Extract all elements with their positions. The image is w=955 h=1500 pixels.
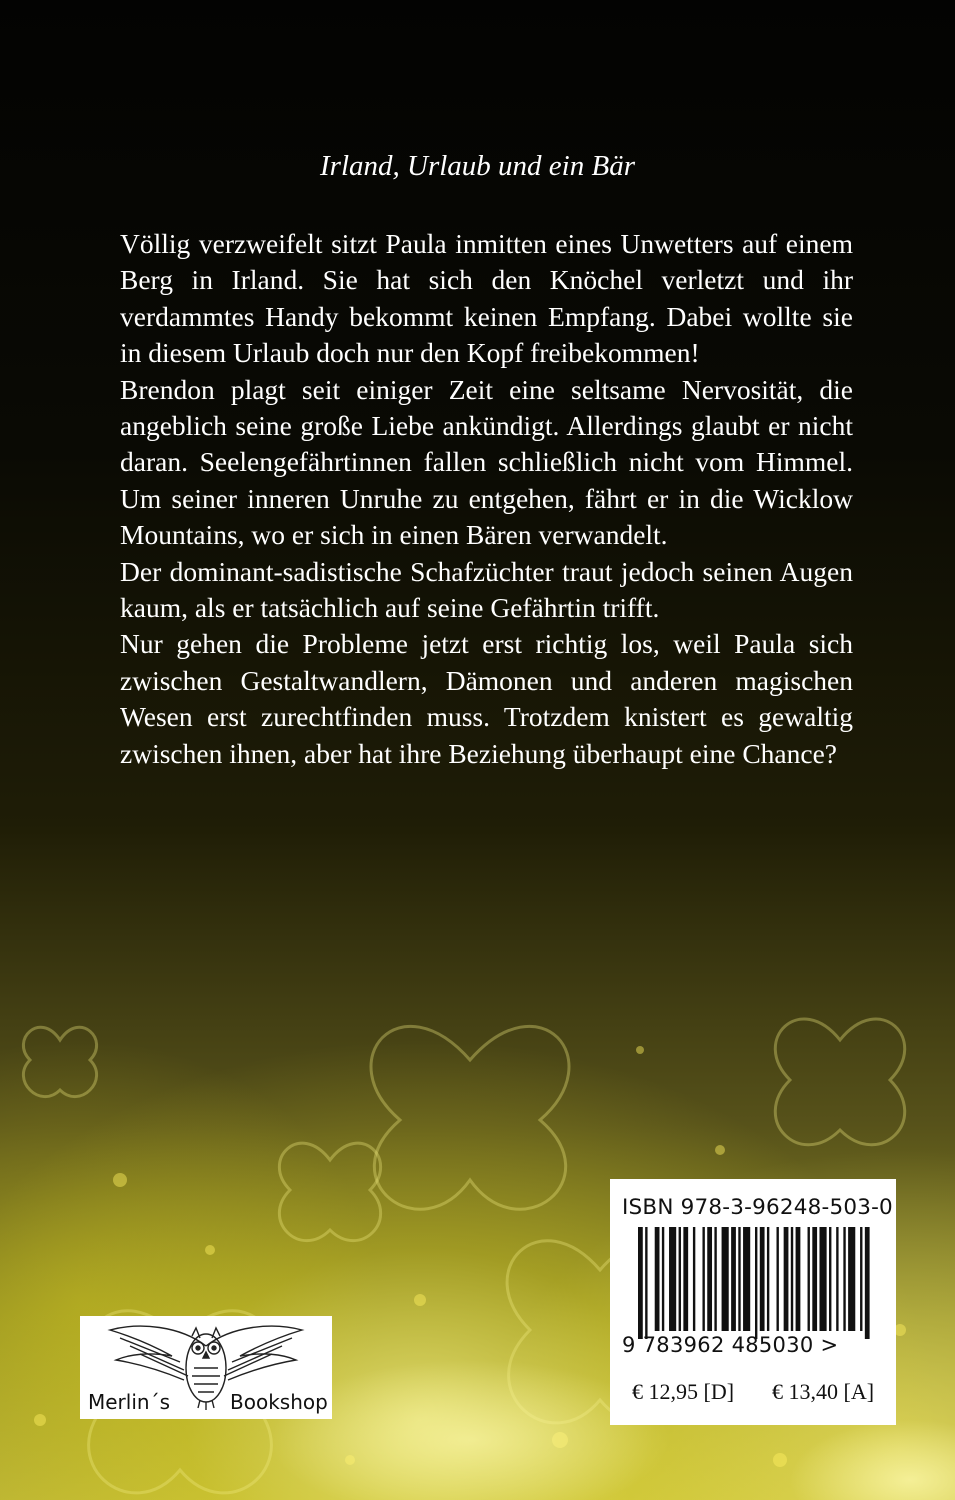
barcode-bar xyxy=(645,1227,647,1339)
barcode-bar xyxy=(683,1227,688,1331)
barcode-bar xyxy=(693,1227,695,1331)
isbn-number: ISBN 978-3-96248-503-0 xyxy=(622,1195,893,1220)
barcode-bar xyxy=(829,1227,831,1331)
barcode-bar xyxy=(808,1227,810,1331)
blurb-paragraph: Völlig verzweifelt sitzt Paula inmitten eines Unwetters auf einem Berg in Irland. Sie hat sich den Knöchel verletzt und ihr verdammtes Handy bekommt keinen Empfang. Dabei wollte sie in diesem Urlaub doch nur den Kopf freibekommen! xyxy=(120,228,853,369)
barcode-bar xyxy=(784,1227,789,1331)
publisher-name: Merlin´s xyxy=(88,1390,170,1414)
barcode-bar xyxy=(669,1227,676,1331)
barcode-bar xyxy=(731,1227,736,1331)
price-row xyxy=(610,1371,896,1425)
book-blurb xyxy=(120,226,853,772)
barcode xyxy=(610,1179,896,1349)
barcode-bar xyxy=(722,1227,729,1331)
barcode-bar xyxy=(655,1227,660,1331)
barcode-bar xyxy=(796,1227,801,1331)
isbn-barcode-box xyxy=(610,1179,896,1425)
barcode-bar xyxy=(755,1227,757,1339)
price-austria: € 13,40 [A] xyxy=(772,1379,875,1404)
barcode-bar xyxy=(707,1227,712,1331)
blurb-paragraph: Der dominant-sadistische Schafzüchter traut jedoch seinen Augen kaum, als er tatsächlich auf seine Gefährtin trifft. xyxy=(120,555,853,624)
barcode-bar xyxy=(679,1227,681,1331)
blurb-paragraph: Nur gehen die Probleme jetzt erst richtig los, weil Paula sich zwischen Gestaltwandlern, Dämonen und anderen magischen Wesen erst zurechtfinden muss. Trotzdem knistert es gewaltig zwischen ihnen, aber hat ihre Beziehung überhaupt eine Chance? xyxy=(120,628,853,769)
barcode-bar xyxy=(843,1227,845,1331)
barcode-bar xyxy=(714,1227,716,1331)
barcode-bar xyxy=(776,1227,778,1331)
barcode-bar xyxy=(791,1227,793,1331)
publisher-logo xyxy=(80,1316,332,1419)
barcode-bar xyxy=(865,1227,870,1339)
barcode-bar xyxy=(738,1227,740,1331)
blurb-paragraph: Brendon plagt seit einiger Zeit eine seltsame Nervosität, die angeblich seine große Liebe ankündigt. Allerdings glaubt er nicht daran. Seelengefährtinnen fallen schließlich nicht vom Himmel. Um seiner inneren Unruhe zu entgehen, fährt er in die Wicklow Mountains, wo er sich in einen Bären verwandelt. xyxy=(120,373,853,551)
barcode-bar xyxy=(860,1227,862,1331)
publisher-name-suffix: Bookshop xyxy=(230,1390,328,1414)
book-subtitle: Irland, Urlaub und ein Bär xyxy=(320,150,635,182)
price-germany: € 12,95 [D] xyxy=(632,1379,735,1404)
barcode-bar xyxy=(836,1227,838,1331)
barcode-bar xyxy=(848,1227,855,1331)
barcode-bar xyxy=(819,1227,826,1331)
barcode-digits: 9 783962 485030 > xyxy=(622,1333,839,1357)
barcode-bar xyxy=(702,1227,704,1331)
barcode-bar xyxy=(638,1227,643,1339)
barcode-bar xyxy=(743,1227,750,1331)
barcode-bar xyxy=(812,1227,817,1331)
barcode-bar xyxy=(767,1227,769,1331)
barcode-bar xyxy=(760,1227,765,1331)
barcode-bar xyxy=(662,1227,664,1331)
